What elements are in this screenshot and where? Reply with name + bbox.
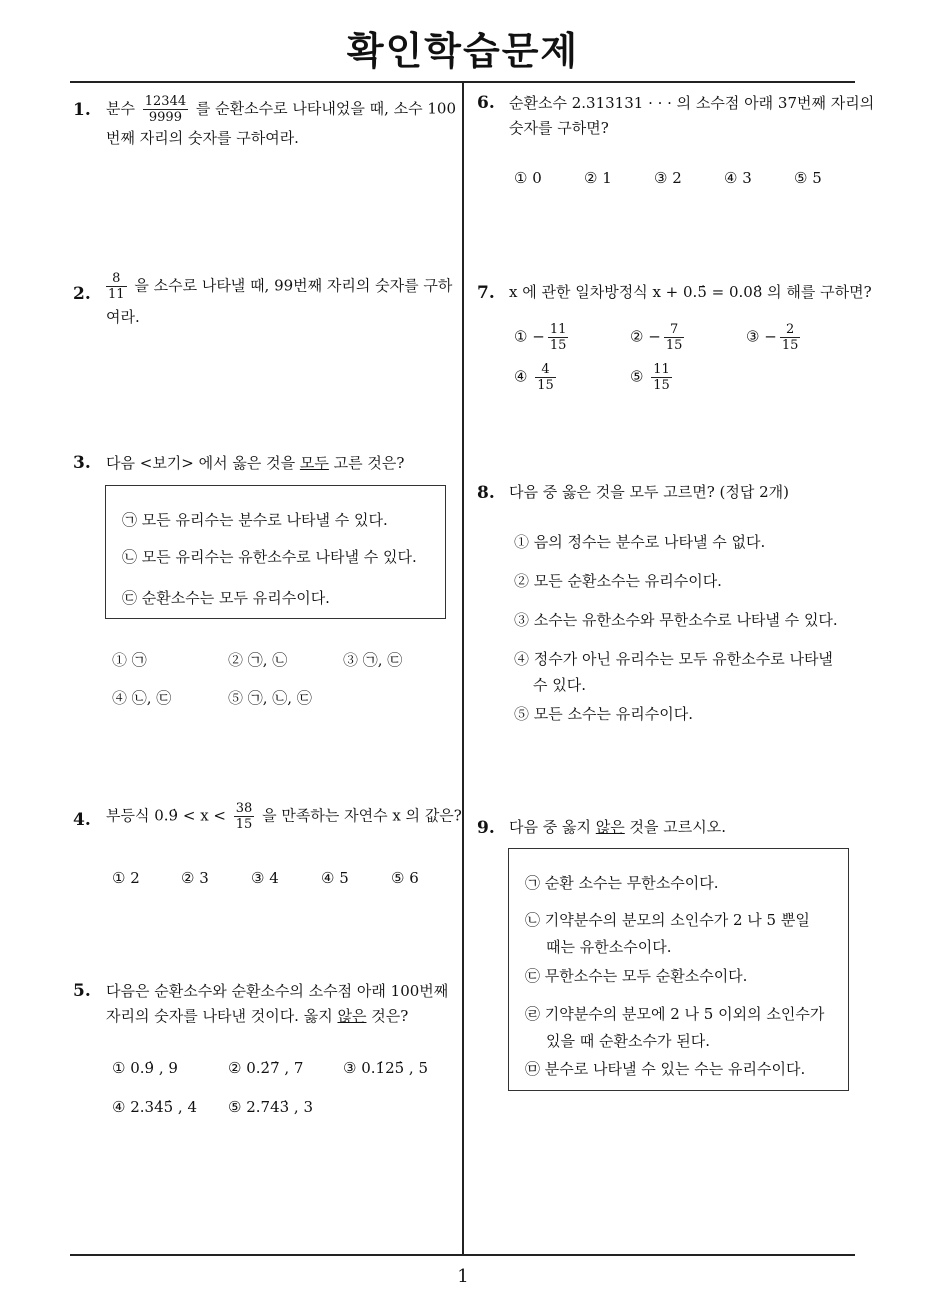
answer-choice[interactable] <box>630 362 675 393</box>
question-text <box>106 94 456 125</box>
box-item: ㉢ 순환소수는 모두 유리수이다. <box>122 589 330 607</box>
question-text-post: 것은? <box>371 1007 409 1025</box>
fraction-denominator: 15 <box>537 378 554 393</box>
answer-choice[interactable]: ① 2 <box>112 869 140 887</box>
question-text-post: 고른 것은? <box>333 454 405 472</box>
answer-choice[interactable]: ② ㉠, ㉡ <box>228 651 288 669</box>
question-text <box>106 452 404 475</box>
box-item-continued: 때는 유한소수이다. <box>546 938 672 956</box>
question-text-line1: 다음은 순환소수와 순환소수의 소수점 아래 100번째 <box>106 982 449 1000</box>
choice-label: ② <box>630 327 644 346</box>
choice-sign: − <box>648 327 661 346</box>
fraction <box>234 801 255 832</box>
box-item: ㉠ 순환 소수는 무한소수이다. <box>525 874 719 892</box>
fraction <box>651 362 672 393</box>
example-box <box>105 485 446 619</box>
fraction-denominator: 11 <box>108 287 125 302</box>
question-text-post: 것을 고르시오. <box>629 818 727 836</box>
answer-choice[interactable]: ④ 3 <box>724 169 752 187</box>
box-item: ㉢ 무한소수는 모두 순환소수이다. <box>525 967 748 985</box>
fraction-denominator: 15 <box>781 338 799 353</box>
underlined-word: 모두 <box>299 454 329 472</box>
answer-choice[interactable]: ③ 2 <box>654 169 682 187</box>
fraction-numerator: 38 <box>235 801 253 816</box>
answer-choice[interactable] <box>514 322 571 353</box>
box-item: ㉠ 모든 유리수는 분수로 나타낼 수 있다. <box>122 511 388 529</box>
answer-choice[interactable]: ① 0 <box>514 169 542 187</box>
question-text-post: 을 만족하는 자연수 x 의 값은? <box>262 806 462 825</box>
box-item: ㉤ 분수로 나타낼 수 있는 수는 유리수이다. <box>525 1060 806 1078</box>
question-text <box>509 816 726 839</box>
fraction-denominator: 15 <box>653 378 670 393</box>
question-text-pre: 분수 <box>106 99 135 118</box>
question-text-post: 를 순환소수로 나타내었을 때, 소수 100 <box>195 99 457 118</box>
question-text-line2: 번째 자리의 숫자를 구하여라. <box>106 129 299 147</box>
question-text: 다음 중 옳은 것을 모두 고르면? (정답 2개) <box>509 483 790 501</box>
page-number: 1 <box>457 1266 469 1287</box>
question-text <box>103 271 452 302</box>
answer-choice[interactable]: ③ ㉠, ㉢ <box>343 651 403 669</box>
bottom-rule <box>70 1254 855 1256</box>
answer-choice[interactable]: ③ 0.1̇25̇ , 5 <box>343 1059 429 1077</box>
box-item-continued: 있을 때 순환소수가 된다. <box>546 1032 710 1050</box>
question-text-post: 을 소수로 나타낼 때, 99번째 자리의 숫자를 구하 <box>134 276 453 295</box>
fraction-denominator: 15 <box>665 338 683 353</box>
question-number: 8. <box>477 483 495 503</box>
fraction-numerator: 11 <box>653 362 670 377</box>
underlined-word: 않은 <box>337 1007 367 1025</box>
answer-choice[interactable]: ⑤ 5 <box>794 169 822 187</box>
choice-label: ① <box>514 327 528 346</box>
answer-choice[interactable]: ④ 정수가 아닌 유리수는 모두 유한소수로 나타낼 <box>514 650 833 668</box>
fraction-numerator: 4 <box>535 362 556 378</box>
fraction <box>664 322 685 353</box>
box-item: ㉡ 모든 유리수는 유한소수로 나타낼 수 있다. <box>122 548 417 566</box>
fraction <box>106 271 127 302</box>
choice-label: ⑤ <box>630 367 644 386</box>
question-text-line2 <box>106 1005 408 1028</box>
fraction-denominator: 15 <box>549 338 567 353</box>
answer-choice[interactable]: ① 음의 정수는 분수로 나타낼 수 없다. <box>514 533 766 551</box>
question-text-line2: 여라. <box>106 308 140 326</box>
answer-choice[interactable]: ④ ㉡, ㉢ <box>112 689 172 707</box>
question-number: 3. <box>73 453 91 473</box>
answer-choice[interactable]: ⑤ 6 <box>391 869 419 887</box>
fraction-numerator: 8 <box>106 271 127 287</box>
question-text: x 에 관한 일차방정식 x + 0.5̇ = 0.08̇ 의 해를 구하면? <box>509 283 872 301</box>
answer-choice-continued: 수 있다. <box>533 676 587 694</box>
question-text-line1: 순환소수 2.313131 · · · 의 소수점 아래 37번째 자리의 <box>509 94 875 112</box>
answer-choice[interactable]: ⑤ 모든 소수는 유리수이다. <box>514 705 693 723</box>
answer-choice[interactable]: ⑤ ㉠, ㉡, ㉢ <box>228 689 312 707</box>
box-item: ㉡ 기약분수의 분모의 소인수가 2 나 5 뿐일 <box>525 911 810 929</box>
question-text-line2: 숫자를 구하면? <box>509 119 609 137</box>
answer-choice[interactable]: ④ 2.34̇5̇ , 4 <box>112 1098 198 1116</box>
answer-choice[interactable] <box>630 322 687 353</box>
answer-choice[interactable]: ① ㉠ <box>112 651 147 669</box>
underlined-word: 않은 <box>595 818 625 836</box>
box-item: ㉣ 기약분수의 분모에 2 나 5 이외의 소인수가 <box>525 1005 825 1023</box>
question-number: 1. <box>73 100 91 120</box>
answer-choice[interactable] <box>746 322 803 353</box>
answer-choice[interactable]: ③ 4 <box>251 869 279 887</box>
question-number: 9. <box>477 818 495 838</box>
fraction-denominator: 15 <box>235 817 253 832</box>
fraction <box>535 362 556 393</box>
fraction <box>548 322 569 353</box>
answer-choice[interactable]: ② 모든 순환소수는 유리수이다. <box>514 572 722 590</box>
choice-label: ③ <box>746 327 760 346</box>
question-number: 2. <box>73 284 91 304</box>
question-text-pre: 부등식 0.9̇ < x < <box>106 806 226 825</box>
answer-choice[interactable]: ④ 5 <box>321 869 349 887</box>
fraction-numerator: 11 <box>549 322 567 337</box>
answer-choice[interactable]: ② 0.2̇7̇ , 7 <box>228 1059 304 1077</box>
fraction <box>780 322 801 353</box>
page-title: 확인학습문제 <box>346 29 580 73</box>
choice-label: ④ <box>514 367 528 386</box>
question-text-pre: 다음 <보기> 에서 옳은 것을 <box>106 454 296 472</box>
column-divider <box>462 81 464 1255</box>
choice-sign: − <box>764 327 777 346</box>
question-text-pre: 자리의 숫자를 나타낸 것이다. 옳지 <box>106 1007 333 1025</box>
answer-choice[interactable]: ③ 소수는 유한소수와 무한소수로 나타낼 수 있다. <box>514 611 838 629</box>
fraction <box>143 94 188 125</box>
question-text-pre: 다음 중 옳지 <box>509 818 591 836</box>
answer-choice[interactable]: ① 0.9̇ , 9 <box>112 1059 178 1077</box>
question-number: 5. <box>73 981 91 1001</box>
answer-choice[interactable]: ② 3 <box>181 869 209 887</box>
question-number: 6. <box>477 93 495 113</box>
fraction-numerator: 2 <box>780 322 801 338</box>
question-number: 7. <box>477 283 495 303</box>
question-number: 4. <box>73 810 91 830</box>
fraction-numerator: 12344 <box>144 94 187 109</box>
choice-sign: − <box>532 327 545 346</box>
answer-choice[interactable]: ⑤ 2.743̇ , 3 <box>228 1098 314 1116</box>
fraction-denominator: 9999 <box>148 110 182 125</box>
question-text <box>106 801 462 832</box>
answer-choice[interactable]: ② 1 <box>584 169 612 187</box>
example-box <box>508 848 849 1091</box>
answer-choice[interactable] <box>514 362 559 393</box>
fraction-numerator: 7 <box>664 322 685 338</box>
